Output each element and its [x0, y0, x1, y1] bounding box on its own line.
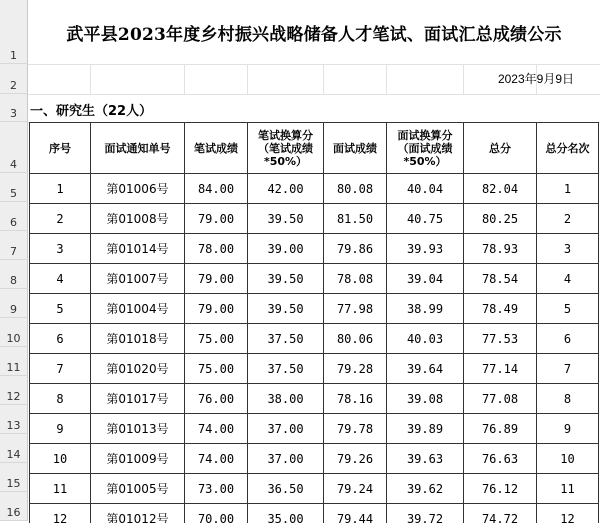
table-cell[interactable]: 39.64	[387, 354, 464, 384]
table-cell[interactable]: 7	[537, 354, 599, 384]
table-row	[30, 234, 599, 264]
row-number[interactable]: 1	[0, 0, 28, 64]
table-cell[interactable]: 第01009号	[91, 444, 185, 474]
scores-table	[29, 122, 599, 523]
table-cell[interactable]: 78.16	[324, 384, 387, 414]
table-cell[interactable]: 76.63	[464, 444, 537, 474]
table-cell[interactable]: 6	[30, 324, 91, 354]
table-cell[interactable]: 2	[30, 204, 91, 234]
table-cell[interactable]: 5	[537, 294, 599, 324]
table-cell[interactable]: 8	[537, 384, 599, 414]
table-row	[30, 354, 599, 384]
table-cell[interactable]: 36.50	[248, 474, 324, 504]
table-cell[interactable]: 79.28	[324, 354, 387, 384]
table-cell[interactable]: 80.08	[324, 174, 387, 204]
row-number[interactable]: 2	[0, 64, 28, 94]
table-cell[interactable]: 42.00	[248, 174, 324, 204]
grid-line	[184, 64, 185, 94]
table-cell[interactable]: 39.04	[387, 264, 464, 294]
table-row	[30, 504, 599, 523]
table-cell[interactable]: 79.24	[324, 474, 387, 504]
row-number[interactable]: 5	[0, 173, 28, 202]
table-cell[interactable]: 37.00	[248, 414, 324, 444]
table-cell[interactable]: 39.50	[248, 264, 324, 294]
table-cell[interactable]: 第01018号	[91, 324, 185, 354]
table-cell[interactable]: 4	[30, 264, 91, 294]
grid-line	[90, 64, 91, 94]
table-cell[interactable]: 79.00	[185, 294, 248, 324]
table-cell[interactable]: 79.86	[324, 234, 387, 264]
table-cell[interactable]: 39.72	[387, 504, 464, 523]
row-number[interactable]: 10	[0, 318, 28, 347]
table-cell[interactable]: 9	[537, 414, 599, 444]
table-cell[interactable]: 79.44	[324, 504, 387, 523]
table-cell[interactable]: 5	[30, 294, 91, 324]
column-header[interactable]: 面试通知单号	[91, 123, 185, 174]
table-cell[interactable]: 3	[30, 234, 91, 264]
table-cell[interactable]: 39.50	[248, 204, 324, 234]
table-cell[interactable]: 39.89	[387, 414, 464, 444]
table-cell[interactable]: 40.04	[387, 174, 464, 204]
table-cell[interactable]: 77.08	[464, 384, 537, 414]
row-number[interactable]: 6	[0, 202, 28, 231]
table-cell[interactable]: 第01020号	[91, 354, 185, 384]
table-cell[interactable]: 74.72	[464, 504, 537, 523]
table-cell[interactable]: 37.50	[248, 324, 324, 354]
table-cell[interactable]: 10	[30, 444, 91, 474]
table-cell[interactable]: 2	[537, 204, 599, 234]
table-cell[interactable]: 9	[30, 414, 91, 444]
grid-line	[247, 64, 248, 94]
table-cell[interactable]: 12	[30, 504, 91, 523]
table-cell[interactable]: 77.53	[464, 324, 537, 354]
table-cell[interactable]: 37.00	[248, 444, 324, 474]
table-cell[interactable]: 1	[30, 174, 91, 204]
row-number[interactable]: 16	[0, 492, 28, 521]
table-cell[interactable]: 79.78	[324, 414, 387, 444]
table-cell[interactable]: 78.49	[464, 294, 537, 324]
table-cell[interactable]: 8	[30, 384, 91, 414]
table-row	[30, 264, 599, 294]
table-cell[interactable]: 第01013号	[91, 414, 185, 444]
table-cell[interactable]: 39.50	[248, 294, 324, 324]
table-cell[interactable]: 12	[537, 504, 599, 523]
table-cell[interactable]: 4	[537, 264, 599, 294]
table-row	[30, 174, 599, 204]
table-cell[interactable]: 78.08	[324, 264, 387, 294]
publish-date: 2023年9月9日	[497, 72, 574, 86]
table-cell[interactable]: 第01008号	[91, 204, 185, 234]
table-row	[30, 204, 599, 234]
row-number[interactable]: 15	[0, 463, 28, 492]
table-cell[interactable]: 38.99	[387, 294, 464, 324]
table-header-row	[30, 123, 599, 174]
table-cell[interactable]: 78.54	[464, 264, 537, 294]
table-cell[interactable]: 35.00	[248, 504, 324, 523]
table-cell[interactable]: 39.93	[387, 234, 464, 264]
table-cell[interactable]: 75.00	[185, 324, 248, 354]
table-cell[interactable]: 7	[30, 354, 91, 384]
column-header[interactable]: 序号	[30, 123, 91, 174]
table-cell[interactable]: 39.00	[248, 234, 324, 264]
grid-line	[323, 64, 324, 94]
row-number[interactable]: 14	[0, 434, 28, 463]
column-header[interactable]: 面试换算分（面试成绩*50%）	[387, 123, 464, 174]
row-number[interactable]: 13	[0, 405, 28, 434]
table-cell[interactable]: 77.98	[324, 294, 387, 324]
column-header[interactable]: 面试成绩	[324, 123, 387, 174]
row-number[interactable]: 9	[0, 289, 28, 318]
table-cell[interactable]: 76.00	[185, 384, 248, 414]
column-header[interactable]: 总分名次	[537, 123, 599, 174]
table-cell[interactable]: 40.03	[387, 324, 464, 354]
row-number[interactable]: 8	[0, 260, 28, 289]
row-number[interactable]: 3	[0, 94, 28, 122]
grid-line	[463, 64, 464, 94]
table-row	[30, 294, 599, 324]
table-cell[interactable]: 81.50	[324, 204, 387, 234]
table-cell[interactable]: 38.00	[248, 384, 324, 414]
table-cell[interactable]: 第01006号	[91, 174, 185, 204]
table-cell[interactable]: 第01004号	[91, 294, 185, 324]
table-cell[interactable]: 74.00	[185, 414, 248, 444]
table-cell[interactable]: 79.00	[185, 264, 248, 294]
table-cell[interactable]: 3	[537, 234, 599, 264]
column-header[interactable]: 笔试成绩	[185, 123, 248, 174]
table-row	[30, 414, 599, 444]
table-cell[interactable]: 78.93	[464, 234, 537, 264]
table-cell[interactable]: 37.50	[248, 354, 324, 384]
column-header[interactable]: 笔试换算分（笔试成绩*50%）	[248, 123, 324, 174]
table-cell[interactable]: 82.04	[464, 174, 537, 204]
table-cell[interactable]: 11	[30, 474, 91, 504]
table-cell[interactable]: 第01005号	[91, 474, 185, 504]
table-cell[interactable]: 6	[537, 324, 599, 354]
table-cell[interactable]: 39.63	[387, 444, 464, 474]
table-row	[30, 324, 599, 354]
grid-line	[28, 94, 600, 95]
table-cell[interactable]: 84.00	[185, 174, 248, 204]
column-header[interactable]: 总分	[464, 123, 537, 174]
table-cell[interactable]: 第01012号	[91, 504, 185, 523]
table-cell[interactable]: 74.00	[185, 444, 248, 474]
table-row	[30, 444, 599, 474]
table-cell[interactable]: 80.25	[464, 204, 537, 234]
row-number[interactable]: 7	[0, 231, 28, 260]
table-cell[interactable]: 第01014号	[91, 234, 185, 264]
table-cell[interactable]: 79.26	[324, 444, 387, 474]
table-cell[interactable]: 77.14	[464, 354, 537, 384]
table-cell[interactable]: 1	[537, 174, 599, 204]
table-row	[30, 384, 599, 414]
grid-line	[28, 64, 600, 65]
table-row	[30, 474, 599, 504]
table-cell[interactable]: 76.89	[464, 414, 537, 444]
row-number[interactable]: 11	[0, 347, 28, 376]
table-cell[interactable]: 79.00	[185, 204, 248, 234]
table-cell[interactable]: 70.00	[185, 504, 248, 523]
table-cell[interactable]: 10	[537, 444, 599, 474]
section-heading: 一、研究生（22人）	[30, 100, 158, 119]
table-cell[interactable]: 第01017号	[91, 384, 185, 414]
table-cell[interactable]: 73.00	[185, 474, 248, 504]
grid-line	[386, 64, 387, 94]
table-cell[interactable]: 76.12	[464, 474, 537, 504]
table-cell[interactable]: 39.08	[387, 384, 464, 414]
table-cell[interactable]: 80.06	[324, 324, 387, 354]
table-cell[interactable]: 40.75	[387, 204, 464, 234]
table-body	[30, 174, 599, 523]
page-title: 武平县2023年度乡村振兴战略储备人才笔试、面试汇总成绩公示	[28, 0, 600, 64]
row-number[interactable]: 12	[0, 376, 28, 405]
row-number[interactable]: 4	[0, 122, 28, 173]
table-cell[interactable]: 75.00	[185, 354, 248, 384]
table-cell[interactable]: 11	[537, 474, 599, 504]
table-cell[interactable]: 39.62	[387, 474, 464, 504]
table-cell[interactable]: 78.00	[185, 234, 248, 264]
table-cell[interactable]: 第01007号	[91, 264, 185, 294]
